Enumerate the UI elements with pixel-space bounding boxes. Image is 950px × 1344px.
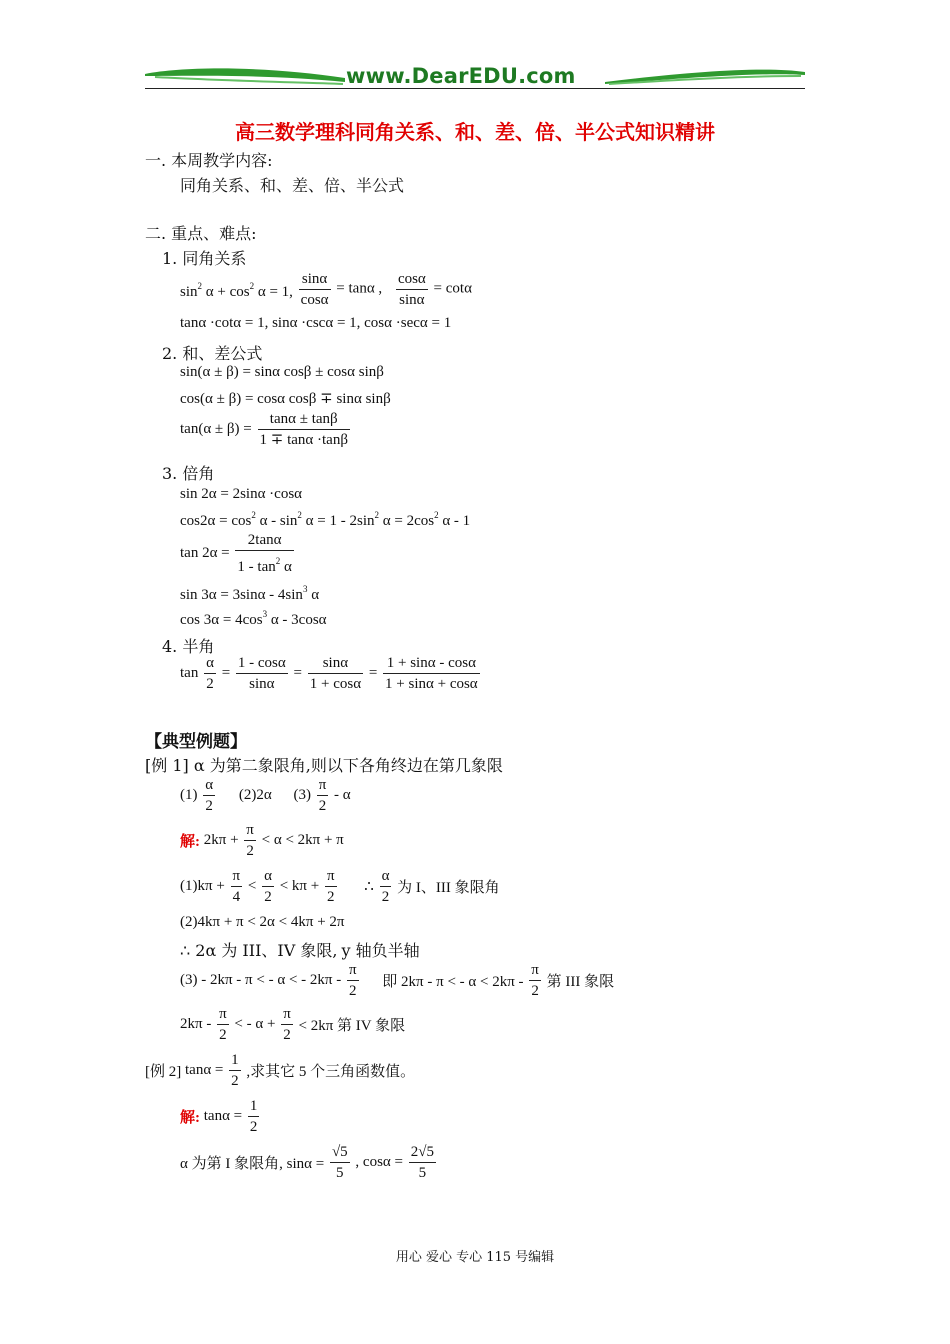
s2-4-heading: 4. 半角 xyxy=(162,637,215,656)
ex1-solution-start: 解: 2kπ + $\frac{\pi}{2}$ < α < 2kπ + π xyxy=(180,822,344,859)
half-angle-formula: tan $\frac{\alpha}{2}$ = $\frac{1 - \cos\alpha}{\sin\alpha}$ = $\frac{\sin\alpha}{1 + \cos\alpha}$ = $\frac{1 + \sin\alpha - \cos\alpha}{1 + \sin\alpha + \cos\alpha}$ xyxy=(180,655,478,692)
left-swoosh-decoration xyxy=(145,64,345,88)
sin-sum-formula: sin(α ± β) = sinα cosβ ± cosα sinβ xyxy=(180,364,384,380)
ex1-step3: (3) - 2kπ - π < - α < - 2kπ - $\frac{\pi}{2}$ 即 2kπ - π < - α < 2kπ - $\frac{\pi}{2}$ 第 III 象限 xyxy=(180,962,615,999)
header-rule xyxy=(145,88,805,89)
tan-sum-frac: $\frac{\tan\alpha \pm \tan\beta}{1 \mp \tan\alpha \cdot\tan\beta}$ xyxy=(259,411,348,448)
cot-rhs: = cotα xyxy=(433,280,472,297)
ex2-solution-start: 解: tanα = $\frac{1}{2}$ xyxy=(180,1098,258,1135)
ex1-prompt: [例 1] α 为第二象限角,则以下各角终边在第几象限 xyxy=(145,756,503,775)
section2-heading: 二. 重点、难点: xyxy=(145,224,257,243)
tan-double-formula: tan 2α = $\frac{2\tan\alpha}{1 - \tan^2 \alpha}$ xyxy=(180,532,292,575)
ex1-step2-conclusion: ∴ 2α 为 III、IV 象限, y 轴负半轴 xyxy=(180,941,420,960)
cos-triple-formula: $\cos 3\alpha = 4\cos^3$ α - 3cosα xyxy=(180,609,327,628)
sin-over-cos-frac: $\frac{\sin\alpha}{\cos\alpha}$ xyxy=(300,270,329,308)
ex1-step1: (1)kπ + $\frac{\pi}{4}$ < $\frac{\alpha}{2}$ < kπ + $\frac{\pi}{2}$ ∴ $\frac{\alpha}{2}$ 为 I、III 象限角 xyxy=(180,868,500,905)
ex2-step1: α 为第 I 象限角, sinα = $\frac{√5}{5}$ , cosα = $\frac{2√5}{5}$ xyxy=(180,1144,434,1181)
ex2-prompt: [例 2] tanα = $\frac{1}{2}$ ,求其它 5 个三角函数值。 xyxy=(145,1052,416,1089)
cos-double-formula: $\cos 2\alpha = \cos^2 \alpha - \sin^2 \alpha = 1 - 2\sin^2$ $\alpha = 2\cos^2$ α - 1 xyxy=(180,510,471,529)
page-footer: 用心 爱心 专心 115 号编辑 xyxy=(395,1250,555,1265)
s2-1-heading: 1. 同角关系 xyxy=(162,249,247,268)
logo-text: www.DearEDU.com xyxy=(346,64,576,88)
ex1-step4: 2kπ - $\frac{\pi}{2}$ < - α + $\frac{\pi}{2}$ < 2kπ 第 IV 象限 xyxy=(180,1006,406,1043)
tan-sum-formula: tan(α ± β) = $\frac{\tan\alpha \pm \tan\beta}{1 \mp \tan\alpha \cdot\tan\beta}$ xyxy=(180,411,348,448)
section1-content: 同角关系、和、差、倍、半公式 xyxy=(180,176,405,195)
page-title: 高三数学理科同角关系、和、差、倍、半公式知识精讲 xyxy=(235,120,715,144)
reciprocal-identities: tanα ·cotα = 1, sinα ·cscα = 1, cosα ·secα = 1 xyxy=(180,315,452,331)
s2-3-heading: 3. 倍角 xyxy=(162,464,215,483)
tan-double-frac: $\frac{2\tan\alpha}{1 - \tan^2 \alpha}$ xyxy=(237,532,292,575)
s2-2-heading: 2. 和、差公式 xyxy=(162,344,263,363)
cos-sum-formula: cos(α ± β) = cosα cosβ ∓ sinα sinβ xyxy=(180,391,391,407)
sin-triple-formula: $\sin 3\alpha = 3\sin\alpha - 4\sin^3$ α xyxy=(180,584,320,603)
ex1-questions: (1) $\frac{\alpha}{2}$ (2)2α (3) $\frac{\pi}{2}$ - α xyxy=(180,777,351,814)
tan-rhs: = tanα , xyxy=(336,280,383,297)
cos-over-sin-frac: $\frac{\cos\alpha}{\sin\alpha}$ xyxy=(397,270,426,308)
examples-heading: 【典型例题】 xyxy=(145,732,247,752)
section1-heading: 一. 本周教学内容: xyxy=(145,151,273,170)
pythagorean-identity: $\sin^2 \alpha + \cos^2 \alpha = 1$, xyxy=(180,281,293,300)
identity-row xyxy=(180,266,472,312)
sin-double-formula: sin 2α = 2sinα ·cosα xyxy=(180,486,303,502)
right-swoosh-decoration xyxy=(605,64,805,88)
ex1-step2: (2)4kπ + π < 2α < 4kπ + 2π xyxy=(180,914,345,930)
